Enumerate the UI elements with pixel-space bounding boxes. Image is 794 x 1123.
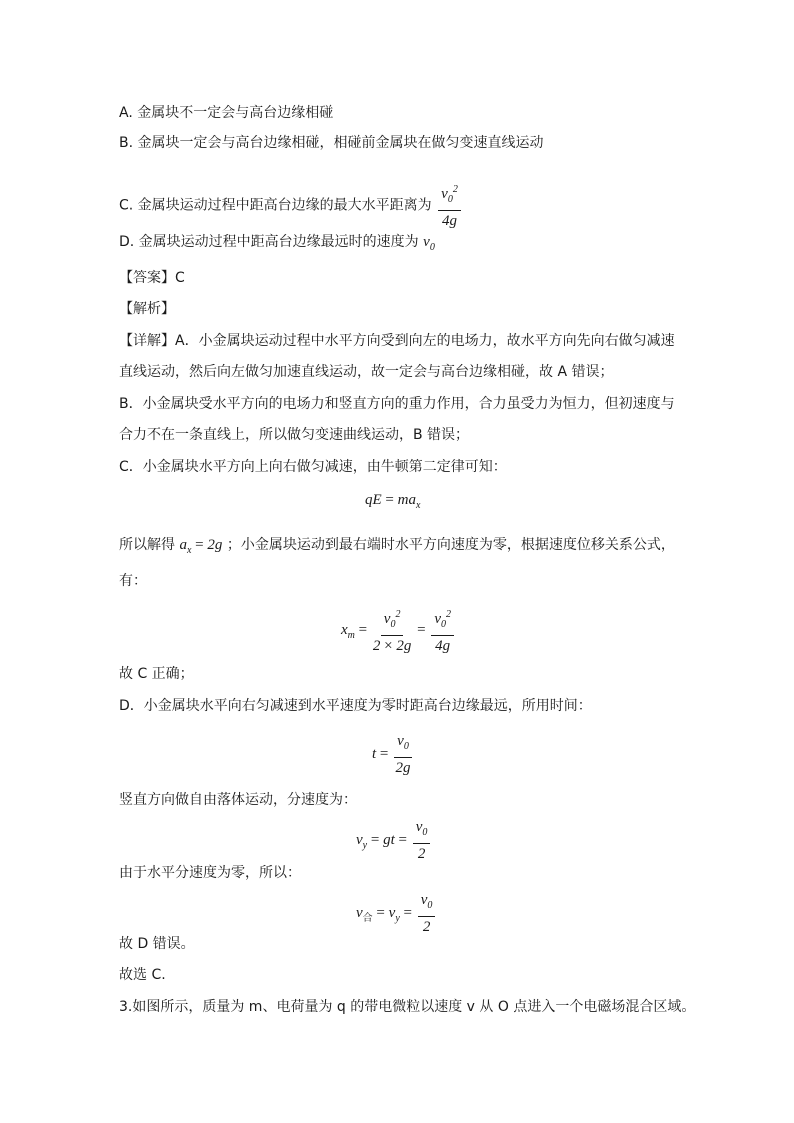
option-a: A. 金属块不一定会与高台边缘相碰 — [119, 105, 334, 121]
answer-label: 【答案】 — [119, 270, 175, 286]
detail-a-line2: 直线运动，然后向左做匀加速直线运动，故一定会与高台边缘相碰，故 A 错误； — [119, 364, 614, 380]
detail-d-line1: D．小金属块水平向右匀减速到水平速度为零时距高台边缘最远，所用时间： — [119, 698, 592, 714]
analysis-label: 【解析】 — [119, 301, 175, 317]
formula-ax: $a_x = 2g$ — [179, 537, 223, 556]
answer — [119, 268, 185, 288]
detail-d-line2: 竖直方向做自由落体运动，分速度为： — [119, 792, 357, 808]
answer-value: C — [175, 270, 185, 286]
detail-b-line1: B．小金属块受水平方向的电场力和竖直方向的重力作用，合力虽受力为恒力，但初速度与 — [119, 396, 675, 412]
formula-vy: $v_y$ = gt = $\frac{v_0}{2}$ — [356, 818, 432, 863]
formula-vhe: $v_合 = v_y$ = $\frac{v_0}{2}$ — [356, 891, 437, 936]
detail-d-line3: 由于水平分速度为零，所以： — [119, 865, 301, 881]
option-d — [119, 232, 435, 258]
option-c-formula: $\frac{v_0^2}{4g}$ — [438, 181, 461, 230]
option-d-formula: $v_0$ — [423, 234, 435, 253]
option-c — [119, 181, 463, 230]
detail-b-line2: 合力不在一条直线上，所以做匀变速曲线运动，B 错误； — [119, 427, 470, 443]
detail-c-conclusion: 故 C 正确； — [119, 666, 194, 682]
final-answer: 故选 C. — [119, 967, 166, 983]
question-3: 3.如图所示，质量为 m、电荷量为 q 的带电微粒以速度 v 从 O 点进入一个电磁场混合区域。 — [119, 999, 696, 1015]
option-c-text: C. 金属块运动过程中距高台边缘的最大水平距离为 — [119, 197, 432, 214]
formula-newton: qE = $ma_x$ — [365, 492, 421, 511]
formula-xm: $x_m$ = $\frac{v_0^2}{2 \times 2g}$ = $\frac{v_0^2}{4g}$ — [341, 606, 456, 655]
option-b: B. 金属块一定会与高台边缘相碰，相碰前金属块在做匀变速直线运动 — [119, 135, 544, 151]
detail-c-line3: 有： — [119, 573, 147, 589]
detail-c-line2-post: ；小金属块运动到最右端时水平方向速度为零，根据速度位移关系公式， — [226, 537, 675, 553]
option-d-text: D. 金属块运动过程中距高台边缘最远时的速度为 — [119, 234, 419, 250]
detail-c-line1: C．小金属块水平方向上向右做匀减速，由牛顿第二定律可知： — [119, 459, 507, 475]
detail-a-line1: 【详解】A．小金属块运动过程中水平方向受到向左的电场力，故水平方向先向右做匀减速 — [119, 333, 675, 349]
formula-t: t = $\frac{v_0}{2g}$ — [372, 733, 411, 776]
detail-c-line2 — [119, 535, 675, 561]
detail-c-line2-pre: 所以解得 — [119, 537, 175, 553]
detail-d-conclusion: 故 D 错误。 — [119, 936, 195, 952]
